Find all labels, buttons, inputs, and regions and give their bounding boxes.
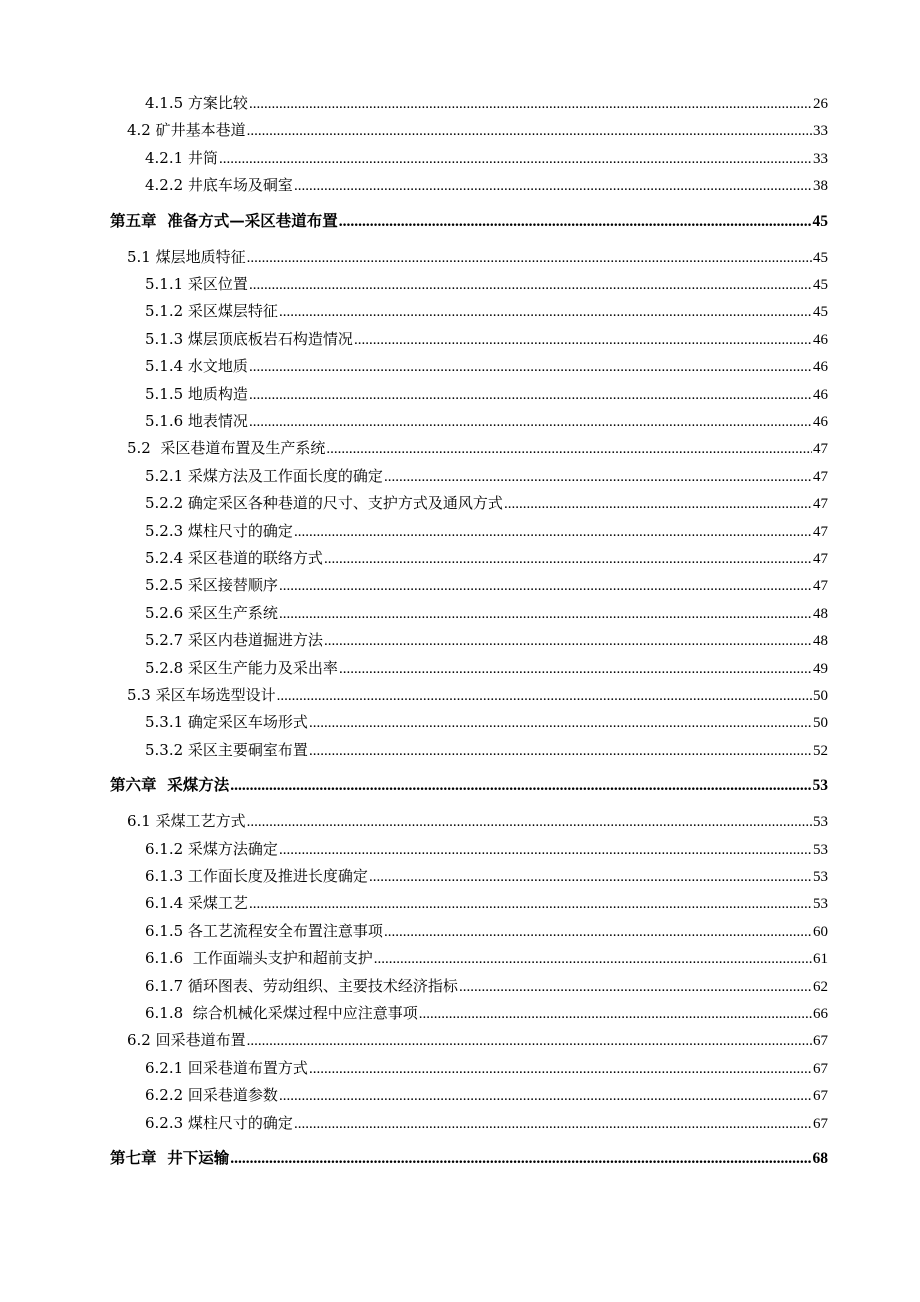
toc-entry[interactable] <box>145 520 828 542</box>
toc-entry[interactable] <box>145 328 828 350</box>
toc-entry-label: 6.1.4 采煤工艺 <box>145 894 248 913</box>
dot-leader <box>279 1085 812 1107</box>
toc-page-number: 47 <box>813 441 828 458</box>
dot-leader <box>384 921 812 943</box>
toc-entry-label: 5.2.3 煤柱尺寸的确定 <box>145 521 293 540</box>
toc-entry-label: 6.2 回采巷道布置 <box>127 1031 246 1050</box>
toc-entry[interactable] <box>145 174 828 196</box>
dot-leader <box>326 438 812 460</box>
toc-page-number: 60 <box>813 923 828 940</box>
toc-entry[interactable] <box>145 1057 828 1079</box>
toc-entry[interactable] <box>145 1084 828 1106</box>
dot-leader <box>230 1148 811 1170</box>
toc-entry-label: 6.1.6 工作面端头支护和超前支护 <box>145 949 373 968</box>
toc-entry-label: 6.1.7 循环图表、劳动组织、主要技术经济指标 <box>145 976 458 995</box>
toc-entry[interactable] <box>145 574 828 596</box>
dot-leader <box>324 630 812 652</box>
dot-leader <box>247 1030 812 1052</box>
toc-entry[interactable] <box>145 657 828 679</box>
toc-entry-label: 6.2.3 煤柱尺寸的确定 <box>145 1113 293 1132</box>
toc-entry[interactable] <box>145 383 828 405</box>
toc-entry[interactable] <box>127 684 828 706</box>
toc-page-number: 66 <box>813 1006 828 1022</box>
toc-entry[interactable] <box>145 602 828 624</box>
toc-entry-label: 6.2.1 回采巷道布置方式 <box>145 1058 308 1077</box>
toc-entry-label: 6.1.5 各工艺流程安全布置注意事项 <box>145 921 383 940</box>
dot-leader <box>354 329 812 351</box>
toc-entry[interactable] <box>145 1112 828 1134</box>
toc-entry-label: 5.1.2 采区煤层特征 <box>145 302 278 321</box>
toc-entry-label: 第五章 准备方式—采区巷道布置 <box>110 210 338 230</box>
dot-leader <box>279 301 812 323</box>
toc-page-number: 62 <box>813 978 828 995</box>
toc-page-number: 52 <box>813 742 828 759</box>
toc-entry-label: 5.2.8 采区生产能力及采出率 <box>145 658 338 677</box>
toc-entry-label: 5.1.4 水文地质 <box>145 357 248 376</box>
toc-page-number: 50 <box>813 688 828 704</box>
toc-entry-label: 5.1.5 地质构造 <box>145 384 248 403</box>
toc-page-number: 67 <box>813 1033 828 1050</box>
toc-page-number: 67 <box>813 1060 828 1077</box>
toc-page-number: 38 <box>813 178 828 195</box>
toc-entry-label: 4.2.1 井筒 <box>145 148 218 167</box>
toc-page-number: 47 <box>813 551 828 567</box>
toc-page-number: 33 <box>813 150 828 167</box>
toc-page-number: 67 <box>813 1088 828 1105</box>
toc-entry-label: 5.2.2 确定采区各种巷道的尺寸、支护方式及通风方式 <box>145 494 503 513</box>
toc-page-number: 45 <box>813 304 828 321</box>
dot-leader <box>249 356 812 378</box>
toc-entry[interactable] <box>145 739 828 761</box>
toc-page-number: 45 <box>813 277 828 293</box>
toc-entry-label: 6.1.2 采煤方法确定 <box>145 839 278 858</box>
dot-leader <box>230 775 811 797</box>
toc-entry[interactable] <box>145 865 828 887</box>
toc-entry-label: 5.1.3 煤层顶底板岩石构造情况 <box>145 329 353 348</box>
toc-entry-label: 6.1 采煤工艺方式 <box>127 812 246 831</box>
toc-page-number: 50 <box>813 715 828 732</box>
toc-entry-label: 5.1.6 地表情况 <box>145 412 248 430</box>
toc-entry[interactable] <box>127 119 828 141</box>
toc-entry-label: 5.2.1 采煤方法及工作面长度的确定 <box>145 466 383 485</box>
toc-entry-label: 5.1.1 采区位置 <box>145 275 248 293</box>
toc-entry-label: 4.2.2 井底车场及硐室 <box>145 176 293 195</box>
dot-leader <box>249 893 812 915</box>
dot-leader <box>277 685 812 707</box>
toc-chapter-entry[interactable] <box>110 210 828 232</box>
toc-entry-label: 5.2 采区巷道布置及生产系统 <box>127 439 326 458</box>
toc-entry-label: 第七章 井下运输 <box>110 1148 230 1167</box>
toc-entry-label: 5.3 采区车场选型设计 <box>127 686 276 704</box>
toc-page-number: 47 <box>813 578 828 595</box>
toc-entry-label: 6.1.3 工作面长度及推进长度确定 <box>145 867 368 885</box>
dot-leader <box>309 740 812 762</box>
toc-entry-label: 5.2.5 采区接替顺序 <box>145 576 278 595</box>
dot-leader <box>249 274 812 296</box>
toc-page-number: 61 <box>813 951 828 968</box>
toc-page-number: 53 <box>813 841 828 858</box>
toc-entry[interactable] <box>145 975 828 997</box>
toc-entry-label: 第六章 采煤方法 <box>110 775 230 795</box>
toc-entry[interactable] <box>145 410 828 432</box>
toc-page-number: 48 <box>813 605 828 622</box>
toc-page-number: 33 <box>813 123 828 140</box>
toc-entry[interactable] <box>145 492 828 514</box>
toc-entry[interactable] <box>145 838 828 860</box>
toc-page-number: 47 <box>813 496 828 513</box>
toc-entry[interactable] <box>145 465 828 487</box>
toc-page-number: 53 <box>812 777 828 795</box>
toc-page-number: 53 <box>813 869 828 885</box>
toc-page-number: 46 <box>813 359 828 376</box>
dot-leader <box>324 548 812 570</box>
toc-page-number: 45 <box>813 249 828 266</box>
dot-leader <box>249 93 812 115</box>
dot-leader <box>249 411 812 433</box>
dot-leader <box>294 1113 812 1135</box>
toc-entry[interactable] <box>145 273 828 295</box>
toc-page-number: 46 <box>813 414 828 430</box>
toc-entry[interactable] <box>127 810 828 832</box>
dot-leader <box>219 148 812 170</box>
toc-entry[interactable] <box>145 711 828 733</box>
toc-entry-label: 5.3.1 确定采区车场形式 <box>145 713 308 732</box>
toc-entry-label: 6.1.8 综合机械化采煤过程中应注意事项 <box>145 1004 418 1022</box>
toc-entry-label: 4.1.5 方案比较 <box>145 94 248 112</box>
dot-leader <box>339 211 812 233</box>
toc-entry[interactable] <box>145 892 828 914</box>
dot-leader <box>279 603 812 625</box>
toc-entry[interactable] <box>145 147 828 169</box>
toc-entry-label: 4.2 矿井基本巷道 <box>127 121 246 140</box>
toc-chapter-entry[interactable] <box>110 774 828 796</box>
toc-page-number: 48 <box>813 633 828 650</box>
toc-page-number: 49 <box>813 660 828 677</box>
toc-page-number: 68 <box>812 1150 828 1167</box>
dot-leader <box>419 1003 812 1025</box>
toc-page-number: 26 <box>813 96 828 112</box>
toc-entry-label: 5.3.2 采区主要硐室布置 <box>145 740 308 759</box>
dot-leader <box>374 948 812 970</box>
dot-leader <box>504 493 812 515</box>
dot-leader <box>309 712 812 734</box>
toc-entry[interactable] <box>145 300 828 322</box>
toc-page-number: 67 <box>813 1115 828 1132</box>
toc-entry[interactable] <box>145 1002 828 1024</box>
toc-entry[interactable] <box>145 547 828 569</box>
toc-entry-label: 5.2.7 采区内巷道掘进方法 <box>145 631 323 650</box>
toc-page-number: 53 <box>813 896 828 913</box>
toc-page-number: 46 <box>813 331 828 348</box>
toc-page-number: 53 <box>813 814 828 831</box>
dot-leader <box>294 175 812 197</box>
dot-leader <box>247 811 812 833</box>
toc-entry-label: 6.2.2 回采巷道参数 <box>145 1086 278 1105</box>
dot-leader <box>384 466 812 488</box>
dot-leader <box>247 120 812 142</box>
toc-page-number: 47 <box>813 523 828 540</box>
dot-leader <box>369 866 812 888</box>
toc-entry[interactable] <box>145 92 828 114</box>
dot-leader <box>279 839 812 861</box>
dot-leader <box>279 575 812 597</box>
toc-entry[interactable] <box>145 355 828 377</box>
toc-entry[interactable] <box>127 246 828 268</box>
toc-entry-label: 5.2.4 采区巷道的联络方式 <box>145 549 323 567</box>
toc-entry[interactable] <box>145 629 828 651</box>
dot-leader <box>339 658 812 680</box>
dot-leader <box>294 521 812 543</box>
dot-leader <box>459 976 812 998</box>
toc-entry[interactable] <box>145 947 828 969</box>
toc-chapter-entry[interactable] <box>110 1147 828 1169</box>
toc-page-number: 45 <box>812 212 828 230</box>
dot-leader <box>309 1058 812 1080</box>
dot-leader <box>249 384 812 406</box>
toc-page-number: 46 <box>813 386 828 403</box>
toc-entry[interactable] <box>145 920 828 942</box>
toc-entry-label: 5.1 煤层地质特征 <box>127 247 246 266</box>
toc-entry-label: 5.2.6 采区生产系统 <box>145 603 278 622</box>
dot-leader <box>247 247 812 269</box>
toc-entry[interactable] <box>127 437 828 459</box>
toc-page-number: 47 <box>813 468 828 485</box>
toc-entry[interactable] <box>127 1029 828 1051</box>
